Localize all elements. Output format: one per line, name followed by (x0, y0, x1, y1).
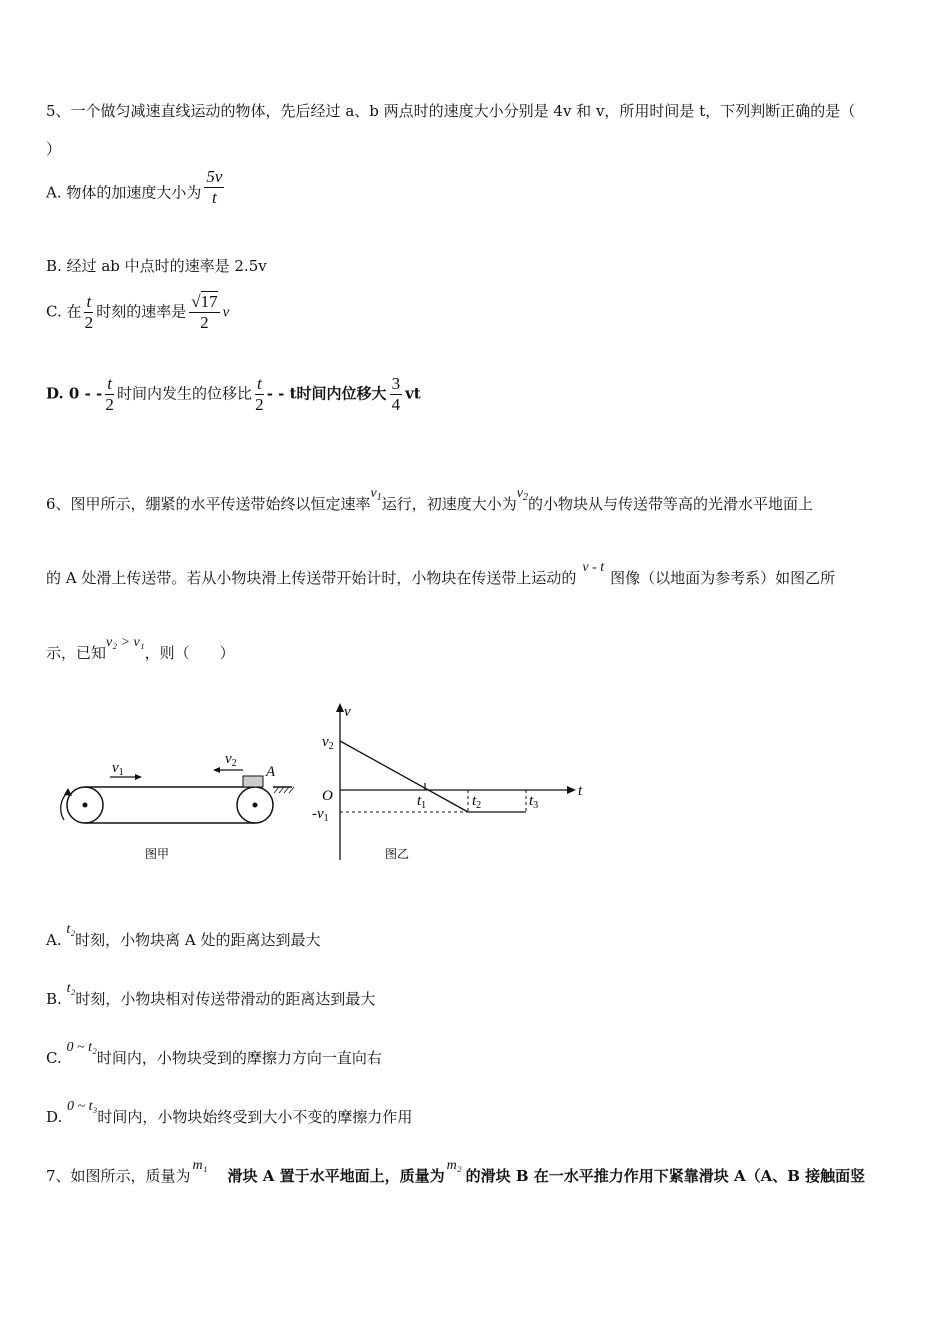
q5-option-a (46, 167, 227, 214)
q7-stem-part: 的滑块 B 在一水平推力作用下紧靠滑块 A（A、B 接触面竖 (465, 1167, 866, 1185)
fig2-label-v2: $v_2$ (322, 734, 334, 752)
q6-stem-part: ，则（ ） (144, 644, 235, 662)
fraction-numerator: 3 (391, 374, 401, 393)
symbol: v (516, 486, 523, 501)
q7-stem-part: 滑块 A 置于水平地面上，质量为 (227, 1167, 445, 1185)
fig1-label-A: A (266, 764, 276, 780)
fraction-denominator: 2 (255, 395, 264, 414)
subscript: 1 (376, 492, 382, 503)
graph-line-decel (340, 741, 468, 812)
fig2-caption: 图乙 (385, 847, 410, 861)
q5-option-c-v: v (222, 304, 230, 321)
option-text: 时刻，小物块离 A 处的距离达到最大 (75, 931, 321, 949)
fraction-numerator: t (86, 292, 92, 311)
option-text: 时间内，小物块始终受到大小不变的摩擦力作用 (97, 1108, 413, 1126)
option-math: t₂ (66, 922, 76, 937)
option-label: B. (46, 990, 62, 1008)
q6-v2 (517, 486, 528, 501)
q5-option-d-prefix: D. 0 - - (46, 384, 103, 403)
q7-stem-part: 7、如图所示，质量为 (46, 1167, 191, 1185)
q6-stem-part: 图像（以地面为参考系）如图乙所 (610, 569, 836, 587)
q6-stem-line1 (46, 486, 814, 517)
q5-option-a-fraction (204, 167, 224, 208)
q5-option-b: B. 经过 ab 中点时的速率是 2.5v (46, 257, 267, 275)
q7-stem-line1 (46, 1158, 866, 1188)
option-label: A. (46, 931, 62, 949)
fig2-label-O: O (322, 788, 333, 804)
ground-hatch (274, 787, 294, 793)
q5-stem-line2: ） (46, 140, 62, 158)
q5-option-c-prefix: C. 在 (46, 302, 82, 321)
q6-stem-line3 (46, 635, 235, 665)
option-label: C. (46, 1049, 62, 1067)
fig2-label-t2: $t_2$ (472, 793, 482, 811)
q6-option-a (46, 922, 321, 952)
q5-option-d-fraction-1 (105, 374, 114, 415)
fraction-denominator: 2 (200, 313, 209, 332)
q5-option-c-mid: 时刻的速率是 (96, 302, 187, 321)
q5-option-d-mid: 时间内发生的位移比 (116, 384, 252, 403)
option-math: 0 ~ t₃ (67, 1099, 98, 1114)
fraction-denominator: 2 (105, 395, 114, 414)
fig2-label-t1: $t_1$ (417, 793, 427, 811)
q7-m2: m₂ (446, 1158, 462, 1173)
q6-v1 (371, 486, 382, 501)
q7-m1: m₁ (192, 1158, 208, 1173)
q5-option-c-fraction-sqrt (189, 292, 219, 333)
q6-stem-part: 的小物块从与传送带等高的光滑水平地面上 (528, 495, 814, 513)
option-text: 时间内，小物块受到的摩擦力方向一直向右 (96, 1049, 382, 1067)
fraction-denominator: t (212, 188, 217, 207)
q6-option-d (46, 1099, 413, 1129)
q6-stem-part: 的 A 处滑上传送带。若从小物块滑上传送带开始计时，小物块在传送带上运动的 (46, 569, 577, 587)
option-math: 0 ~ t₂ (66, 1040, 97, 1055)
fig2-label-t3: $t_3$ (529, 793, 539, 811)
q6-condition: v₂ > v₁ (106, 635, 145, 650)
q6-stem-part: 示，已知 (46, 644, 107, 662)
q6-stem-part: 6、图甲所示，绷紧的水平传送带始终以恒定速率 (46, 495, 371, 513)
fraction-numerator: t (107, 374, 112, 393)
v2-arrow-head (213, 767, 220, 773)
right-pulley-axle (253, 803, 258, 808)
v1-arrow-head (135, 774, 142, 780)
q5-option-d (46, 374, 421, 415)
t-axis-arrow (567, 786, 576, 794)
v-axis-arrow (336, 703, 344, 712)
option-math: t₂ (66, 981, 76, 996)
fig1-label-v2: $v_2$ (225, 751, 237, 769)
q5-option-d-end: vt (405, 384, 421, 403)
q6-option-b (46, 981, 376, 1011)
q5-option-d-fraction-3 (390, 374, 403, 415)
q5-option-d-fraction-2 (255, 374, 264, 415)
subscript: 2 (523, 492, 528, 503)
q5-option-c-fraction-t2 (84, 292, 93, 333)
q6-option-c (46, 1040, 382, 1070)
q5-option-a-text: A. 物体的加速度大小为 (46, 183, 202, 202)
fig1-caption: 图甲 (145, 847, 170, 861)
fig2-label-minus-v1: $-v_1$ (312, 806, 329, 824)
sqrt-expression: √17 (191, 292, 218, 311)
fig1-label-v1: $v_1$ (112, 760, 124, 778)
fraction-numerator: 5v (206, 167, 223, 186)
fraction-denominator: 4 (391, 395, 401, 414)
q5-stem-line1: 5、一个做匀减速直线运动的物体，先后经过 a、b 两点时的速度大小分别是 4v 和 v，所用时间是 t，下列判断正确的是（ (46, 102, 856, 120)
symbol: v (370, 486, 377, 501)
fraction-numerator: t (257, 374, 262, 393)
sqrt-radicand: 17 (200, 292, 218, 311)
fig2-label-v: v (344, 704, 351, 720)
fraction-denominator: 2 (84, 313, 94, 332)
q5-option-d-mid2: - - t时间内位移大 (266, 384, 387, 403)
block-A (243, 776, 263, 787)
option-text: 时刻，小物块相对传送带滑动的距离达到最大 (75, 990, 376, 1008)
option-label: D. (46, 1108, 63, 1126)
q6-stem-part: 运行，初速度大小为 (381, 495, 517, 513)
q5-option-c (46, 292, 229, 333)
q6-vt: v - t (582, 560, 605, 575)
q6-stem-line2 (46, 560, 836, 590)
rotation-arrow-head (64, 788, 72, 796)
figure-conveyor-belt (50, 740, 310, 870)
left-pulley-axle (83, 803, 88, 808)
fig2-label-t: t (578, 783, 583, 799)
figure-vt-graph (300, 700, 590, 870)
